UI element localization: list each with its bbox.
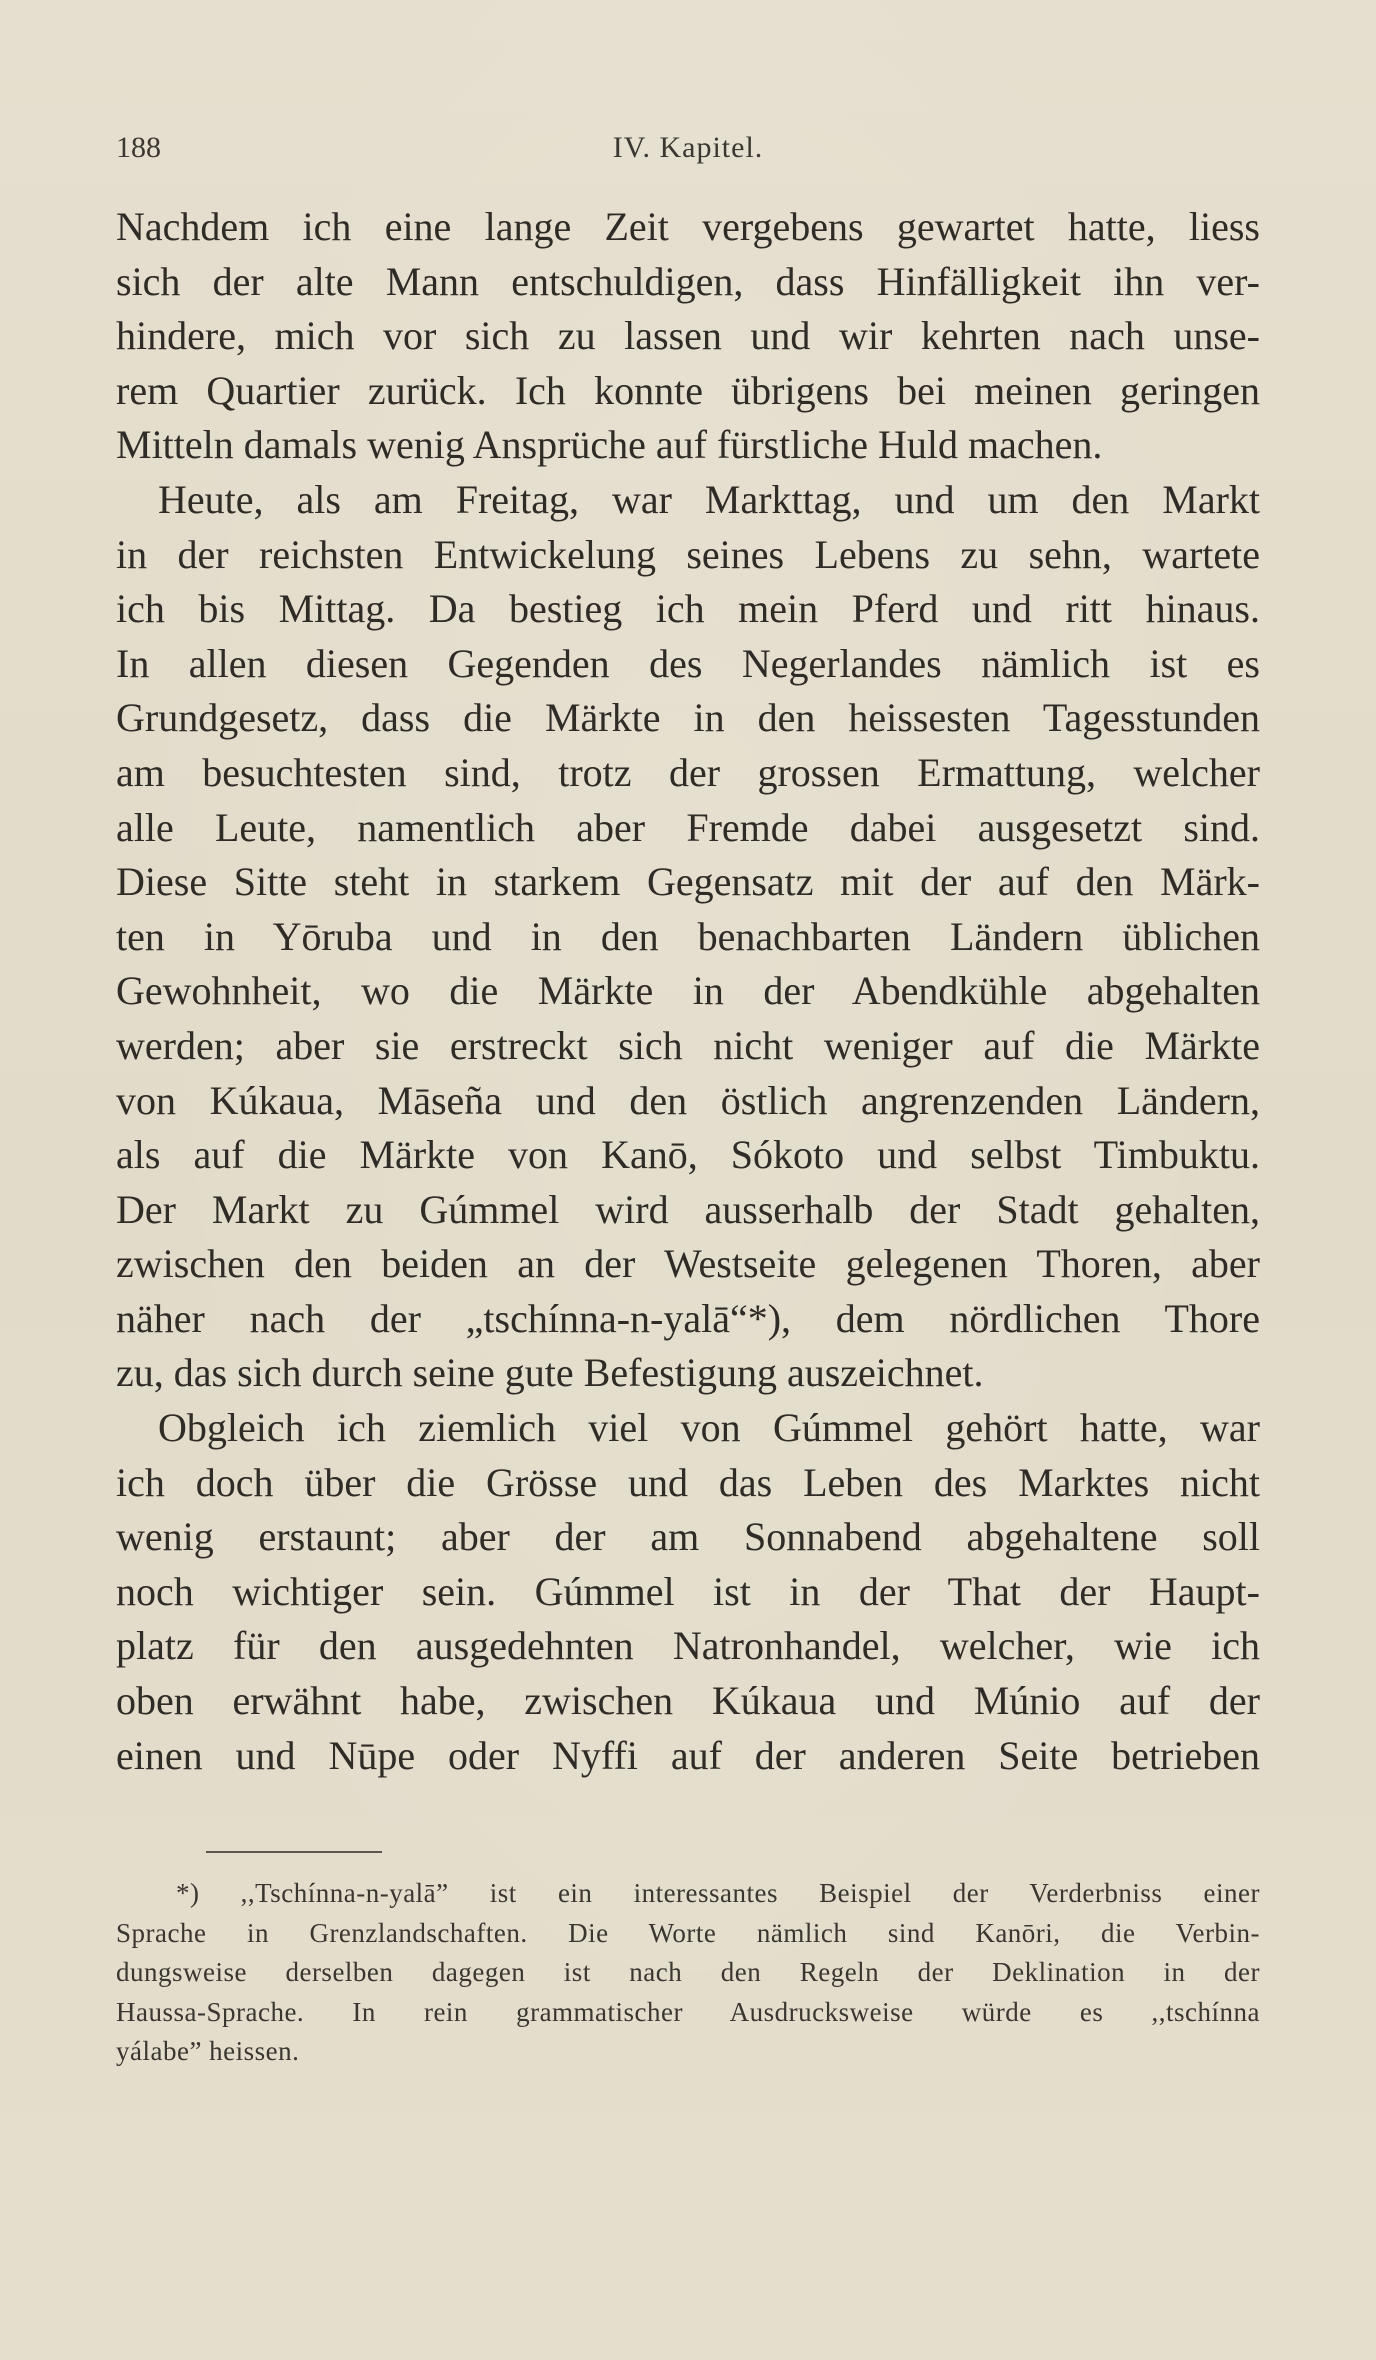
text-line: Nachdem ich eine lange Zeit vergebens gewartet hatte, liess <box>116 204 1260 249</box>
running-head: IV. Kapitel. <box>612 131 764 164</box>
text-line: am besuchtesten sind, trotz der grossen Ermattung, welcher <box>116 749 1260 795</box>
text-line: Obgleich ich ziemlich viel von Gúmmel gehört hatte, war <box>158 1405 1260 1451</box>
text-line: Der Markt zu Gúmmel wird ausserhalb der Stadt gehalten, <box>116 1186 1260 1232</box>
text-line: näher nach der „tschínna-n-yalā“*), dem nördlichen Thore <box>116 1295 1260 1341</box>
text-line: Grundgesetz, dass die Märkte in den heissesten Tagesstunden <box>116 695 1260 741</box>
footnote-line: yálabe” heissen. <box>116 2036 300 2067</box>
text-line: Heute, als am Freitag, war Markttag, und um den Markt <box>158 476 1260 522</box>
text-line: alle Leute, namentlich aber Fremde dabei ausgesetzt sind. <box>116 804 1260 850</box>
text-line: ten in Yōruba und in den benachbarten Ländern üblichen <box>116 913 1260 959</box>
footnote-divider <box>206 1851 382 1853</box>
text-line: Gewohnheit, wo die Märkte in der Abendkühle abgehalten <box>116 968 1260 1014</box>
text-line: hindere, mich vor sich zu lassen und wir kehrten nach unse- <box>116 313 1260 359</box>
footnote-line: *) ,,Tschínna-n-yalā” ist ein interessantes Beispiel der Verderbniss einer <box>176 1878 1260 1908</box>
text-line: von Kúkaua, Māseña und den östlich angrenzenden Ländern, <box>116 1077 1260 1123</box>
page-number: 188 <box>116 131 161 164</box>
text-line: ich doch über die Grösse und das Leben des Marktes nicht <box>116 1459 1260 1505</box>
text-line: oben erwähnt habe, zwischen Kúkaua und Múnio auf der <box>116 1678 1260 1724</box>
footnote <box>116 1874 1260 2072</box>
text-line: platz für den ausgedehnten Natronhandel, welcher, wie ich <box>116 1623 1260 1669</box>
text-line: rem Quartier zurück. Ich konnte übrigens bei meinen geringen <box>116 367 1260 413</box>
text-line: zu, das sich durch seine gute Befestigung auszeichnet. <box>116 1350 984 1396</box>
text-line: Diese Sitte steht in starkem Gegensatz mit der auf den Märk- <box>116 859 1260 905</box>
text-line: als auf die Märkte von Kanō, Sókoto und selbst Timbuktu. <box>116 1132 1260 1178</box>
page-header <box>116 128 1260 168</box>
text-line: sich der alte Mann entschuldigen, dass Hinfälligkeit ihn ver- <box>116 258 1260 304</box>
footnote-line: Haussa-Sprache. In rein grammatischer Ausdrucksweise würde es ,,tschínna <box>116 1996 1260 2027</box>
footnote-line: Sprache in Grenzlandschaften. Die Worte nämlich sind Kanōri, die Verbin- <box>116 1917 1260 1948</box>
text-line: ich bis Mittag. Da bestieg ich mein Pferd und ritt hinaus. <box>116 586 1260 632</box>
text-line: werden; aber sie erstreckt sich nicht weniger auf die Märkte <box>116 1022 1260 1068</box>
text-line: noch wichtiger sein. Gúmmel ist in der That der Haupt- <box>116 1568 1260 1614</box>
text-line: einen und Nūpe oder Nyffi auf der anderen Seite betrieben <box>116 1732 1260 1778</box>
text-line: zwischen den beiden an der Westseite gelegenen Thoren, aber <box>116 1241 1260 1287</box>
text-line: Mitteln damals wenig Ansprüche auf fürstliche Huld machen. <box>116 422 1103 468</box>
text-line: In allen diesen Gegenden des Negerlandes nämlich ist es <box>116 640 1260 686</box>
text-line: in der reichsten Entwickelung seines Lebens zu sehn, wartete <box>116 531 1260 577</box>
text-line: wenig erstaunt; aber der am Sonnabend abgehaltene soll <box>116 1514 1260 1560</box>
footnote-line: dungsweise derselben dagegen ist nach den Regeln der Deklination in der <box>116 1957 1260 1988</box>
main-text <box>116 200 1260 1783</box>
